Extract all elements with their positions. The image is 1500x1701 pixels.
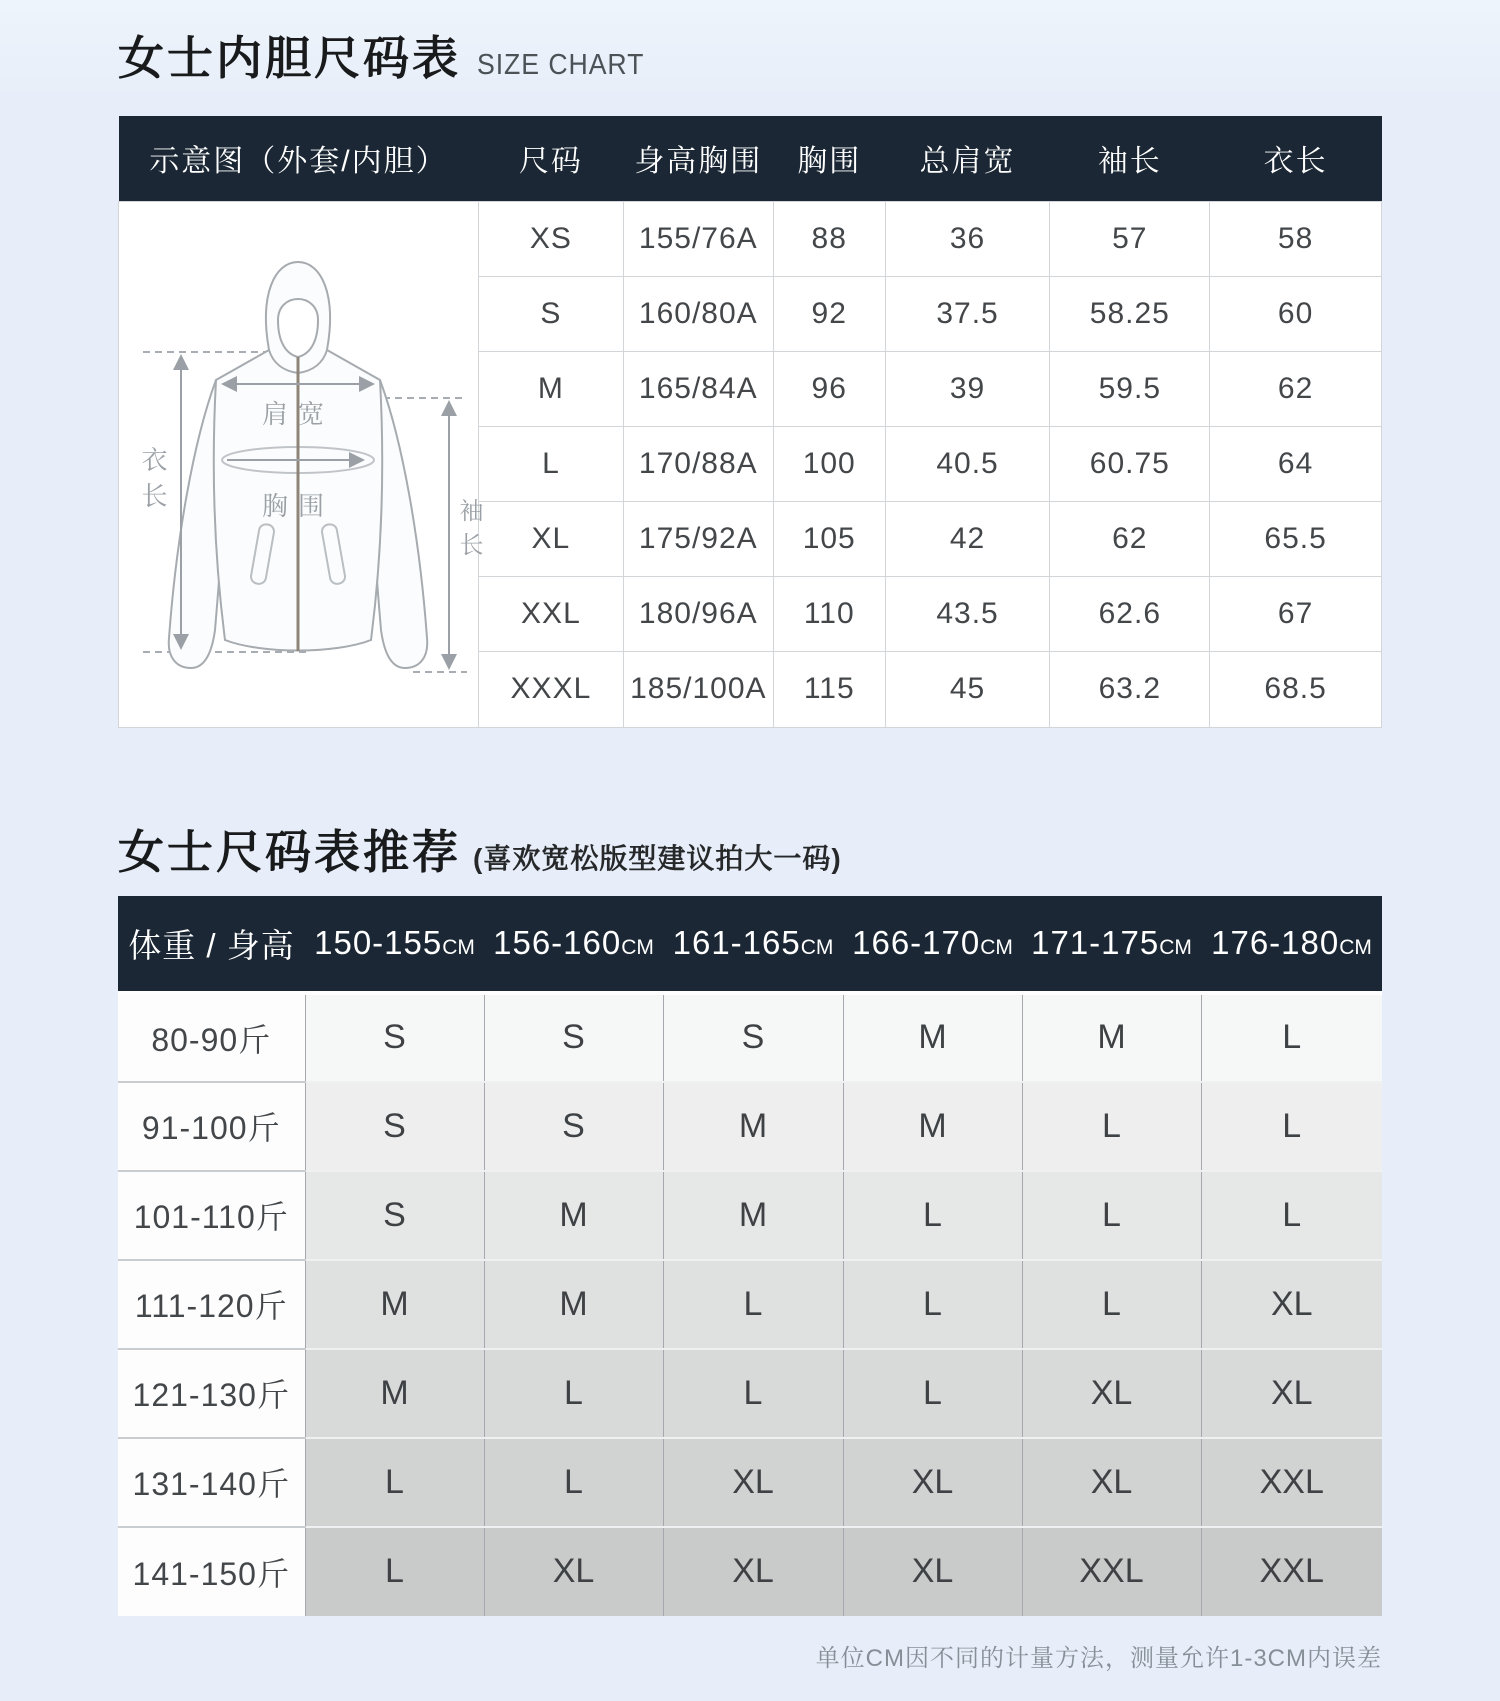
- cell-bust: 110: [773, 577, 885, 652]
- garment-length-label: 衣长: [138, 445, 168, 518]
- weight-range-header: 111-120斤: [118, 1260, 305, 1349]
- weight-range-header: 91-100斤: [118, 1082, 305, 1171]
- unit-label: CM: [800, 936, 834, 959]
- col-header-height-bust: 身高胸围: [623, 116, 773, 201]
- cell-bust: 88: [773, 201, 885, 276]
- weight-range-header: 101-110斤: [118, 1171, 305, 1260]
- weight-range-header: 141-150斤: [118, 1527, 305, 1616]
- size-cell: M: [843, 1082, 1022, 1171]
- col-header-height-range: [484, 896, 663, 993]
- size-cell: XXL: [1201, 1438, 1382, 1527]
- cell-height-bust: 165/84A: [623, 351, 773, 426]
- size-cell: S: [305, 1082, 484, 1171]
- height-range: 176-180: [1211, 924, 1340, 961]
- col-header-height-range: [1201, 896, 1382, 993]
- cell-shoulder: 42: [885, 502, 1050, 577]
- size-chart-header: [119, 116, 1382, 201]
- cell-shoulder: 43.5: [885, 577, 1050, 652]
- size-cell: XXL: [1022, 1527, 1201, 1616]
- cell-height-bust: 180/96A: [623, 577, 773, 652]
- section1-title: [118, 30, 1382, 86]
- col-header-height-range: [1022, 896, 1201, 993]
- cell-shoulder: 39: [885, 351, 1050, 426]
- col-header-height-range: [305, 896, 484, 993]
- table-row: [118, 993, 1382, 1082]
- size-cell: L: [1022, 1171, 1201, 1260]
- table-row: [119, 116, 1382, 201]
- unit-label: CM: [1159, 936, 1192, 959]
- cell-size: M: [478, 351, 623, 426]
- size-cell: XL: [484, 1527, 663, 1616]
- cell-height-bust: 170/88A: [623, 426, 773, 501]
- cell-size: L: [478, 426, 623, 501]
- cell-height-bust: 160/80A: [623, 276, 773, 351]
- col-header-sleeve: 袖长: [1050, 116, 1210, 201]
- cell-shoulder: 36: [885, 201, 1050, 276]
- size-cell: M: [1022, 993, 1201, 1082]
- col-header-bust: 胸围: [773, 116, 885, 201]
- height-range: 156-160: [493, 924, 622, 961]
- jacket-diagram-cell: [119, 201, 482, 727]
- size-cell: L: [484, 1349, 663, 1438]
- size-cell: L: [843, 1260, 1022, 1349]
- size-cell: S: [484, 1082, 663, 1171]
- size-cell: XL: [663, 1438, 843, 1527]
- corner-header: 体重 / 身高: [118, 896, 305, 993]
- size-cell: L: [1022, 1260, 1201, 1349]
- size-cell: L: [1022, 1082, 1201, 1171]
- cell-height-bust: 185/100A: [623, 652, 773, 727]
- unit-label: CM: [1339, 936, 1372, 959]
- col-header-length: 衣长: [1210, 116, 1382, 201]
- shoulder-width-label: 肩宽: [261, 398, 334, 429]
- size-cell: XL: [1022, 1438, 1201, 1527]
- size-chart-table: [118, 116, 1382, 728]
- section2-title-hint: (喜欢宽松版型建议拍大一码): [473, 842, 842, 874]
- size-cell: M: [843, 993, 1022, 1082]
- col-header-height-range: [663, 896, 843, 993]
- size-reco-header: [118, 896, 1382, 993]
- size-cell: XL: [1022, 1349, 1201, 1438]
- size-cell: M: [305, 1260, 484, 1349]
- cell-length: 60: [1210, 276, 1382, 351]
- unit-label: CM: [621, 936, 654, 959]
- unit-label: CM: [442, 936, 475, 959]
- size-cell: L: [1201, 1082, 1382, 1171]
- size-cell: XL: [1201, 1349, 1382, 1438]
- weight-range-header: 121-130斤: [118, 1349, 305, 1438]
- size-cell: M: [663, 1171, 843, 1260]
- height-range: 166-170: [852, 924, 981, 961]
- cell-sleeve: 59.5: [1050, 351, 1210, 426]
- size-cell: M: [305, 1349, 484, 1438]
- cell-size: XL: [478, 502, 623, 577]
- cell-length: 65.5: [1210, 502, 1382, 577]
- size-cell: M: [484, 1171, 663, 1260]
- size-cell: XXL: [1201, 1527, 1382, 1616]
- cell-height-bust: 175/92A: [623, 502, 773, 577]
- cell-bust: 115: [773, 652, 885, 727]
- weight-range-header: 80-90斤: [118, 993, 305, 1082]
- col-header-size: 尺码: [478, 116, 623, 201]
- jacket-outline-drawing: [119, 202, 477, 727]
- size-cell: XL: [843, 1527, 1022, 1616]
- cell-length: 62: [1210, 351, 1382, 426]
- cell-length: 64: [1210, 426, 1382, 501]
- size-cell: L: [843, 1349, 1022, 1438]
- col-header-diagram: 示意图（外套/内胆）: [119, 116, 479, 201]
- cell-shoulder: 45: [885, 652, 1050, 727]
- cell-size: XXXL: [478, 652, 623, 727]
- measurement-tolerance-note: 单位CM因不同的计量方法，测量允许1-3CM内误差: [815, 1644, 1382, 1672]
- size-cell: XL: [1201, 1260, 1382, 1349]
- table-row: [119, 201, 1382, 276]
- cell-size: XS: [478, 201, 623, 276]
- col-header-shoulder: 总肩宽: [885, 116, 1050, 201]
- cell-sleeve: 60.75: [1050, 426, 1210, 501]
- size-cell: S: [663, 993, 843, 1082]
- cell-bust: 105: [773, 502, 885, 577]
- col-header-height-range: [843, 896, 1022, 993]
- sleeve-length-label: 袖长: [455, 497, 482, 566]
- size-cell: L: [663, 1260, 843, 1349]
- cell-sleeve: 63.2: [1050, 652, 1210, 727]
- size-cell: M: [663, 1082, 843, 1171]
- table-row: [118, 1260, 1382, 1349]
- unit-label: CM: [980, 936, 1013, 959]
- table-row: [118, 1527, 1382, 1616]
- size-cell: XL: [663, 1527, 843, 1616]
- chest-label: 胸围: [261, 490, 334, 521]
- size-cell: XL: [843, 1438, 1022, 1527]
- cell-length: 58: [1210, 201, 1382, 276]
- cell-bust: 100: [773, 426, 885, 501]
- section2-title: [118, 824, 1382, 880]
- size-cell: L: [1201, 993, 1382, 1082]
- size-cell: L: [1201, 1171, 1382, 1260]
- height-range: 150-155: [314, 924, 443, 961]
- cell-size: S: [478, 276, 623, 351]
- cell-bust: 92: [773, 276, 885, 351]
- jacket-measurement-diagram: [119, 202, 482, 727]
- size-cell: S: [484, 993, 663, 1082]
- table-row: [118, 1082, 1382, 1171]
- cell-length: 68.5: [1210, 652, 1382, 727]
- size-cell: L: [305, 1527, 484, 1616]
- section1-title-en: SIZE CHART: [477, 49, 645, 81]
- cell-height-bust: 155/76A: [623, 201, 773, 276]
- cell-size: XXL: [478, 577, 623, 652]
- cell-shoulder: 37.5: [885, 276, 1050, 351]
- size-cell: S: [305, 993, 484, 1082]
- cell-bust: 96: [773, 351, 885, 426]
- weight-range-header: 131-140斤: [118, 1438, 305, 1527]
- section1-title-zh: 女士内胆尺码表: [118, 32, 461, 84]
- size-cell: L: [484, 1438, 663, 1527]
- size-recommendation-table: [118, 896, 1382, 1616]
- table-row: [118, 1349, 1382, 1438]
- cell-length: 67: [1210, 577, 1382, 652]
- cell-sleeve: 62: [1050, 502, 1210, 577]
- table-row: [118, 1171, 1382, 1260]
- size-cell: L: [305, 1438, 484, 1527]
- size-cell: L: [663, 1349, 843, 1438]
- table-row: [118, 1438, 1382, 1527]
- section2-title-zh: 女士尺码表推荐: [118, 825, 461, 878]
- cell-sleeve: 62.6: [1050, 577, 1210, 652]
- cell-shoulder: 40.5: [885, 426, 1050, 501]
- height-range: 171-175: [1031, 924, 1160, 961]
- table-row: [118, 896, 1382, 993]
- size-cell: M: [484, 1260, 663, 1349]
- cell-sleeve: 57: [1050, 201, 1210, 276]
- height-range: 161-165: [672, 924, 801, 961]
- cell-sleeve: 58.25: [1050, 276, 1210, 351]
- size-cell: S: [305, 1171, 484, 1260]
- size-cell: L: [843, 1171, 1022, 1260]
